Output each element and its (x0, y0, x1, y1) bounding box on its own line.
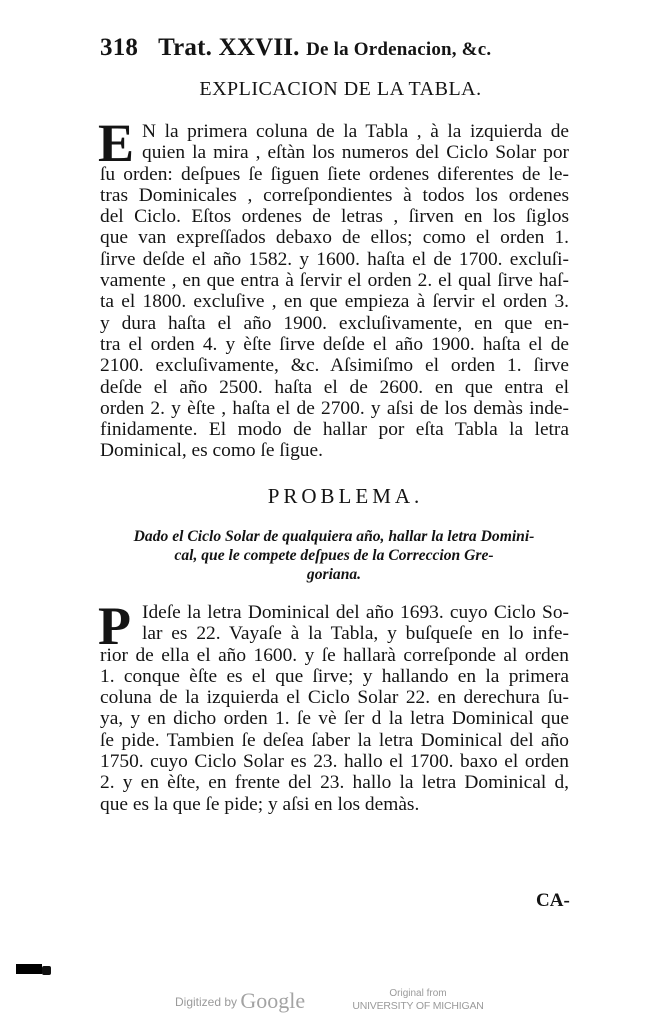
catchword: CA- (536, 890, 570, 911)
drop-cap: E (98, 113, 135, 173)
institution-name: UNIVERSITY OF MICHIGAN (352, 1000, 484, 1012)
text-line: 1750. cuyo Ciclo Solar es 23. hallo el 1700. baxo el orden (100, 751, 569, 773)
text-line: Dado el Ciclo Solar de qualquiera año, hallar la letra Domini- (133, 528, 535, 545)
text-line: y dura haſta el año 1900. excluſivamente, en que en- (100, 312, 569, 334)
text-line: rior de ella el año 1600. y ſe hallarà correſponde al orden (100, 644, 569, 666)
text-line: ta el 1800. excluſive , en que empieza à ſervir el orden 3. (100, 291, 569, 313)
running-head (100, 34, 570, 62)
text-line: orden 2. y èſte , haſta el de 2700. y aſsi de los demàs inde- (100, 397, 569, 419)
text-line: deſde el año 2500. haſta el de 2600. en que entra el (100, 376, 569, 398)
text-line: Dominical, es como ſe ſigue. (100, 440, 323, 462)
text-line: 2100. excluſivamente, &c. Aſsimiſmo el orden 1. ſirve (100, 355, 569, 377)
problema-heading: PROBLEMA. (267, 484, 424, 508)
drop-cap: P (98, 596, 131, 656)
text-line: que van expreſſados debaxo de ellos; como el orden 1. (100, 227, 569, 249)
solution-paragraph (98, 596, 569, 815)
text-line: Ideſe la letra Dominical del año 1693. cuyo Ciclo So- (142, 602, 569, 623)
library-stamp-mark (16, 964, 42, 974)
page-number: 318 (100, 34, 139, 61)
section-title: EXPLICACION DE LA TABLA. (199, 78, 482, 100)
running-title-prefix: Trat. (158, 34, 213, 61)
text-line: ſe pide. Tambien ſe deſea ſaber la letra Dominical del año (100, 729, 569, 751)
text-line: ſirve deſde el año 1582. y 1600. haſta el de 1700. excluſi- (100, 248, 569, 270)
text-line: tra el orden 4. y èſte ſirve deſde el año 1900. haſta el de (100, 333, 569, 355)
text-line: lar es 22. Vayaſe à la Tabla, y buſqueſe en lo infe- (142, 623, 569, 645)
text-line: goriana. (306, 566, 362, 583)
digitized-prefix: Digitized by (175, 995, 238, 1009)
running-title-rest: De la Ordenacion, &c. (306, 39, 492, 60)
digitized-by-watermark (175, 988, 305, 1014)
problem-statement (98, 527, 570, 584)
text-line: N la primera coluna de la Tabla , à la izquierda de (142, 121, 569, 142)
original-from-label: Original from (389, 988, 447, 999)
text-line: quien la mira , eſtàn los numeros del Ciclo Solar por (142, 142, 569, 164)
text-line: coluna de la izquierda el Ciclo Solar 22. en derechura ſu- (100, 687, 569, 709)
text-line: ſu orden: deſpues ſe ſiguen ſiete ordenes diferentes de le- (100, 163, 569, 185)
original-from-watermark (348, 988, 488, 1012)
text-line: cal, que le compete deſpues de la Correccion Gre- (174, 547, 494, 564)
text-line: que es la que ſe pide; y aſsi en los demàs. (100, 793, 420, 815)
text-line: ya, y en dicho orden 1. ſe vè ſer d la letra Dominical que (100, 708, 569, 730)
running-title-numeral: XXVII. (218, 34, 300, 61)
explanation-paragraph (98, 113, 569, 462)
text-line: finidamente. El modo de hallar por eſta Tabla la letra (100, 419, 569, 441)
google-logo: Google (240, 988, 306, 1013)
text-line: 1. conque èſte es el que ſirve; y hallando en la primera (100, 665, 569, 687)
text-line: vamente , en que entra à ſervir el orden 2. el qual ſirve haſ- (100, 270, 569, 292)
text-line: del Ciclo. Eſtos ordenes de letras , ſirven en los ſiglos (100, 206, 569, 228)
text-line: 2. y en èſte, en frente del 23. hallo la letra Dominical d, (100, 772, 569, 794)
text-line: tras Dominicales , correſpondientes à todos los ordenes (100, 184, 569, 206)
